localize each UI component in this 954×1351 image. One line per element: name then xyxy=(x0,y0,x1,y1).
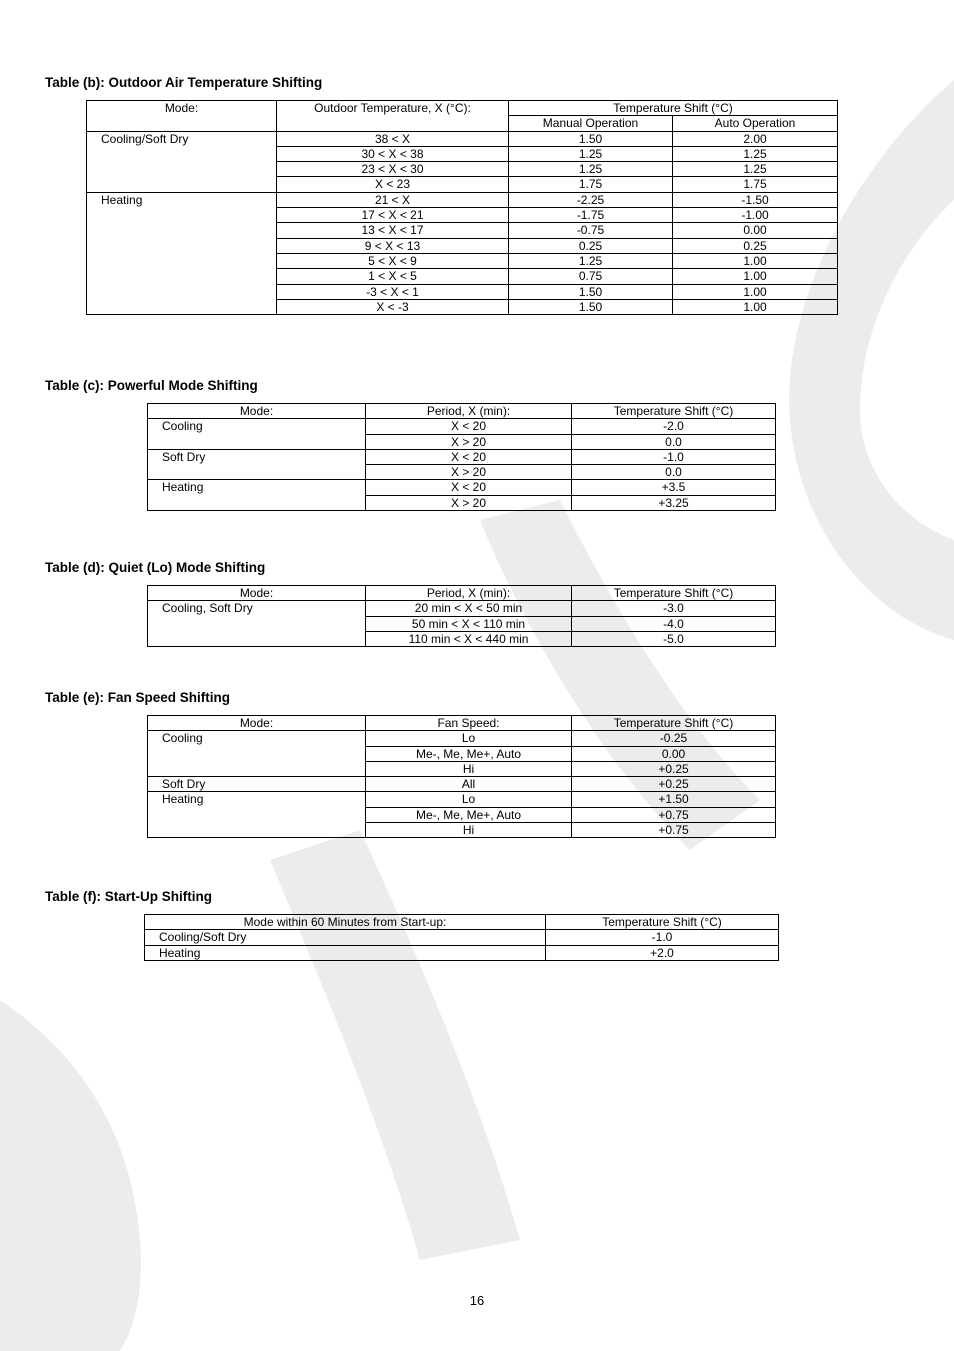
range-cell: 13 < X < 17 xyxy=(277,223,509,238)
table-c-header-mode: Mode: xyxy=(148,404,366,419)
fan-cell: Hi xyxy=(366,823,572,838)
shift-cell: -1.0 xyxy=(546,930,779,945)
auto-cell: 0.00 xyxy=(673,223,838,238)
table-c-mode-cooling: Cooling xyxy=(148,419,366,450)
manual-cell: 1.50 xyxy=(509,299,673,314)
table-row xyxy=(148,601,776,616)
range-cell: X < 23 xyxy=(277,177,509,192)
period-cell: X < 20 xyxy=(366,480,572,495)
period-cell: 110 min < X < 440 min xyxy=(366,631,572,646)
table-d xyxy=(147,585,776,647)
shift-cell: +0.25 xyxy=(572,777,776,792)
period-cell: 50 min < X < 110 min xyxy=(366,616,572,631)
table-c-header-shift: Temperature Shift (°C) xyxy=(572,404,776,419)
table-b-header-shift: Temperature Shift (°C) xyxy=(509,101,838,116)
table-row xyxy=(148,449,776,464)
table-b-header-auto: Auto Operation xyxy=(673,116,838,131)
shift-cell: +3.5 xyxy=(572,480,776,495)
table-row xyxy=(148,419,776,434)
auto-cell: -1.50 xyxy=(673,192,838,207)
auto-cell: 1.00 xyxy=(673,253,838,268)
range-cell: -3 < X < 1 xyxy=(277,284,509,299)
range-cell: 1 < X < 5 xyxy=(277,269,509,284)
table-d-header-mode: Mode: xyxy=(148,586,366,601)
table-e-title: Table (e): Fan Speed Shifting xyxy=(45,690,231,705)
shift-cell: 0.0 xyxy=(572,434,776,449)
range-cell: 23 < X < 30 xyxy=(277,162,509,177)
manual-cell: 1.25 xyxy=(509,253,673,268)
table-b-mode-cooling: Cooling/Soft Dry xyxy=(87,131,277,192)
manual-cell: 1.50 xyxy=(509,131,673,146)
fan-cell: Hi xyxy=(366,761,572,776)
table-f-title: Table (f): Start-Up Shifting xyxy=(45,889,212,904)
manual-cell: -2.25 xyxy=(509,192,673,207)
fan-cell: Me-, Me, Me+, Auto xyxy=(366,746,572,761)
manual-cell: 1.75 xyxy=(509,177,673,192)
shift-cell: +0.75 xyxy=(572,807,776,822)
auto-cell: 1.00 xyxy=(673,299,838,314)
period-cell: X > 20 xyxy=(366,495,572,510)
auto-cell: -1.00 xyxy=(673,208,838,223)
fan-cell: Lo xyxy=(366,731,572,746)
auto-cell: 2.00 xyxy=(673,131,838,146)
manual-cell: 0.75 xyxy=(509,269,673,284)
table-c-mode-heating: Heating xyxy=(148,480,366,511)
table-b-mode-heating: Heating xyxy=(87,192,277,314)
table-c-mode-softdry: Soft Dry xyxy=(148,449,366,480)
mode-cell: Heating xyxy=(145,945,546,960)
table-row xyxy=(87,192,838,207)
table-e-mode-softdry: Soft Dry xyxy=(148,777,366,792)
table-d-header-shift: Temperature Shift (°C) xyxy=(572,586,776,601)
auto-cell: 1.75 xyxy=(673,177,838,192)
shift-cell: 0.00 xyxy=(572,746,776,761)
manual-cell: 0.25 xyxy=(509,238,673,253)
table-f xyxy=(144,914,779,961)
mode-cell: Cooling/Soft Dry xyxy=(145,930,546,945)
table-row xyxy=(145,930,779,945)
manual-cell: 1.50 xyxy=(509,284,673,299)
range-cell: 17 < X < 21 xyxy=(277,208,509,223)
range-cell: 30 < X < 38 xyxy=(277,146,509,161)
table-e-header-fan: Fan Speed: xyxy=(366,716,572,731)
period-cell: 20 min < X < 50 min xyxy=(366,601,572,616)
shift-cell: -5.0 xyxy=(572,631,776,646)
range-cell: 5 < X < 9 xyxy=(277,253,509,268)
shift-cell: -4.0 xyxy=(572,616,776,631)
table-row xyxy=(148,792,776,807)
shift-cell: +0.25 xyxy=(572,761,776,776)
table-f-header-mode: Mode within 60 Minutes from Start-up: xyxy=(145,915,546,930)
fan-cell: Me-, Me, Me+, Auto xyxy=(366,807,572,822)
manual-cell: 1.25 xyxy=(509,146,673,161)
table-e xyxy=(147,715,776,838)
auto-cell: 1.00 xyxy=(673,269,838,284)
period-cell: X > 20 xyxy=(366,434,572,449)
table-b-header-mode: Mode: xyxy=(87,101,277,132)
range-cell: X < -3 xyxy=(277,299,509,314)
table-row xyxy=(148,731,776,746)
period-cell: X < 20 xyxy=(366,449,572,464)
table-b xyxy=(86,100,838,315)
table-c-title: Table (c): Powerful Mode Shifting xyxy=(45,378,258,393)
table-row xyxy=(87,131,838,146)
shift-cell: +2.0 xyxy=(546,945,779,960)
table-b-header-manual: Manual Operation xyxy=(509,116,673,131)
range-cell: 21 < X xyxy=(277,192,509,207)
table-f-header-shift: Temperature Shift (°C) xyxy=(546,915,779,930)
manual-cell: -1.75 xyxy=(509,208,673,223)
shift-cell: -1.0 xyxy=(572,449,776,464)
fan-cell: Lo xyxy=(366,792,572,807)
table-e-mode-cooling: Cooling xyxy=(148,731,366,777)
auto-cell: 1.00 xyxy=(673,284,838,299)
table-e-header-mode: Mode: xyxy=(148,716,366,731)
fan-cell: All xyxy=(366,777,572,792)
range-cell: 38 < X xyxy=(277,131,509,146)
table-c xyxy=(147,403,776,511)
period-cell: X < 20 xyxy=(366,419,572,434)
shift-cell: +1.50 xyxy=(572,792,776,807)
table-d-header-period: Period, X (min): xyxy=(366,586,572,601)
table-row xyxy=(145,945,779,960)
shift-cell: -2.0 xyxy=(572,419,776,434)
manual-cell: -0.75 xyxy=(509,223,673,238)
shift-cell: +0.75 xyxy=(572,823,776,838)
table-d-title: Table (d): Quiet (Lo) Mode Shifting xyxy=(45,560,266,575)
shift-cell: -3.0 xyxy=(572,601,776,616)
period-cell: X > 20 xyxy=(366,465,572,480)
table-e-mode-heating: Heating xyxy=(148,792,366,838)
table-b-header-temp: Outdoor Temperature, X (°C): xyxy=(277,101,509,132)
manual-cell: 1.25 xyxy=(509,162,673,177)
table-b-title: Table (b): Outdoor Air Temperature Shifting xyxy=(45,75,323,90)
table-row xyxy=(148,480,776,495)
shift-cell: 0.0 xyxy=(572,465,776,480)
shift-cell: +3.25 xyxy=(572,495,776,510)
shift-cell: -0.25 xyxy=(572,731,776,746)
range-cell: 9 < X < 13 xyxy=(277,238,509,253)
auto-cell: 1.25 xyxy=(673,146,838,161)
table-row xyxy=(148,777,776,792)
table-c-header-period: Period, X (min): xyxy=(366,404,572,419)
table-e-header-shift: Temperature Shift (°C) xyxy=(572,716,776,731)
auto-cell: 0.25 xyxy=(673,238,838,253)
page-number: 16 xyxy=(469,1293,485,1308)
auto-cell: 1.25 xyxy=(673,162,838,177)
table-d-mode-cooling-softdry: Cooling, Soft Dry xyxy=(148,601,366,647)
